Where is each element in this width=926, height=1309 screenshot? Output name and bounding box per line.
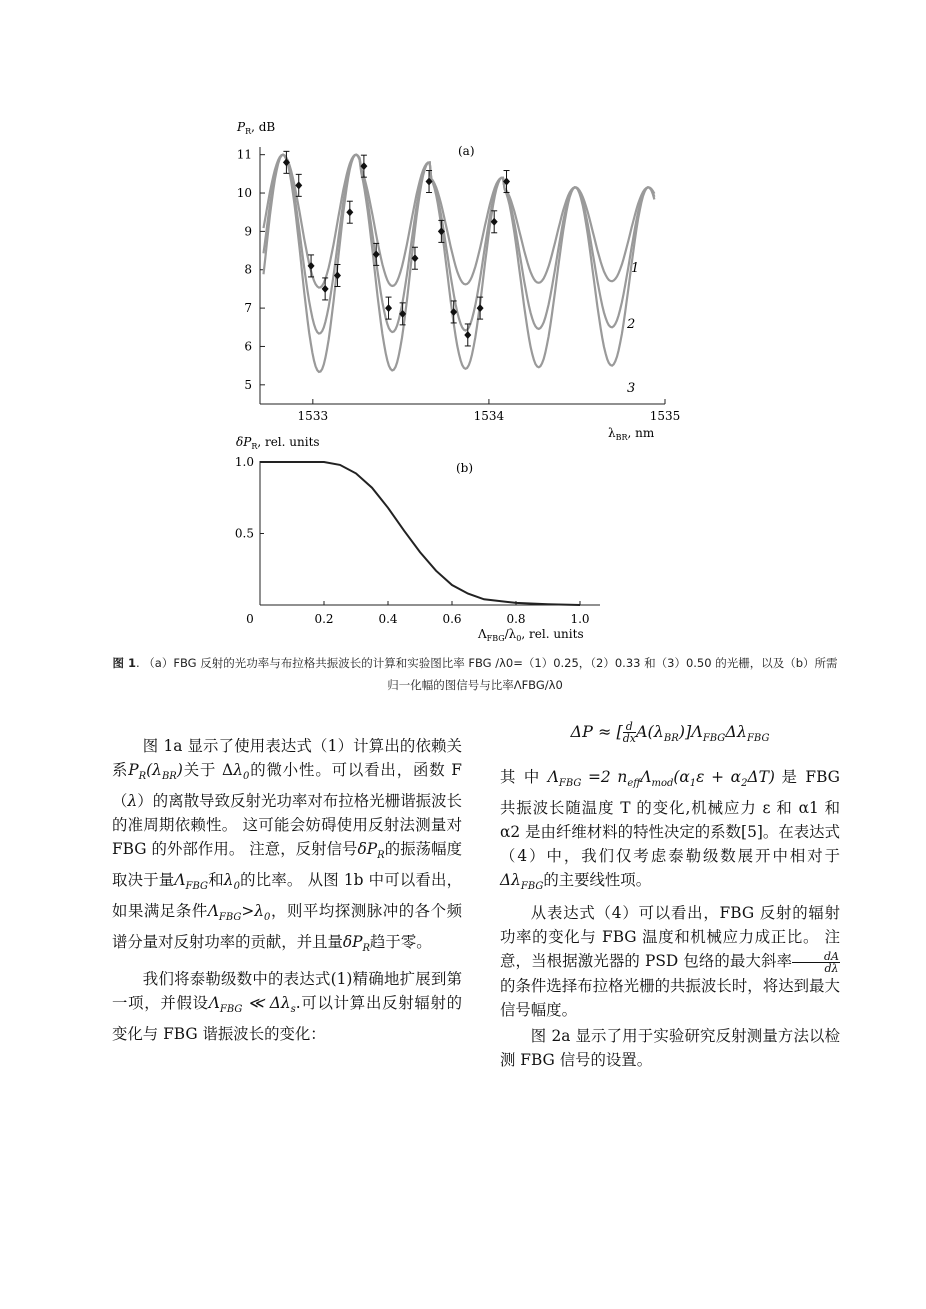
xlabel-a: $\lambda_{BR}$, nm [608,426,655,442]
y-tick-label-b: 0.5 [234,526,254,541]
x-tick-label-b: 0.2 [314,612,334,626]
x-tick-label-a: 1533 [297,409,329,423]
points-a [283,151,510,346]
ylabel-a: $P_R$, dB [237,120,276,136]
x-tick-label-b: 0 [246,612,254,626]
data-point [346,201,353,223]
y-tick-label-a: 9 [244,224,252,239]
y-tick-label-a: 5 [244,377,252,392]
left-paragraph-2: 我们将泰勒级数中的表达式(1)精确地扩展到第一项，并假设$\Lambda_{FBG}$ ≪ $\Delta\lambda_s$.可以计算出反射辐射的变化与 FBG 谐振波长的变化： [112,970,462,1044]
x-tick-label-b: 0.6 [442,612,462,626]
curves-a [264,155,655,372]
panel-label-b: (b) [456,461,474,475]
left-column [112,734,462,1046]
y-tick-label-a: 6 [244,339,252,354]
figure-1 [0,0,926,650]
y-tick-label-b: 1.0 [234,455,254,469]
caption-text: . （a）FBG 反射的光功率与布拉格共振波长的计算和实验图比率 FBG /λ0=（1）0.25，（2）0.33 和（3）0.50 的光栅，以及（b）所需归一化幅的图信号与比率ΛFBG/λ0 [136,656,838,692]
ylabel-b: $\delta P_R$, rel. units [236,435,320,451]
right-paragraph-2: 从表达式（4）可以看出，FBG 反射的辐射功率的变化与 FBG 温度和机械应力成正比。 注意，当根据激光器的 PSD 包络的最大斜率 $\frac{dA}{d\lambda}$ 的条件选择布拉格光栅的共振波长时，将达到最大信号幅度。 [500,904,840,1019]
right-column [500,720,840,1072]
figure-caption [110,652,840,696]
curve-label-1: 1 [631,261,640,276]
theory-curve-3 [264,155,655,372]
right-paragraph-3: 图 2a 显示了用于实验研究反射测量方法以检测 FBG 信号的设置。 [500,1026,840,1069]
panel-label-a: (a) [458,144,475,158]
xlabel-b: $\Lambda_{FBG}/\lambda_0$, rel. units [478,627,584,643]
right-paragraph-1: 其 中 $\Lambda_{FBG} =2$ $n_{eff}\Lambda_{mod}(\alpha_1\varepsilon + \alpha_2\Delta T)$ 是 FBG 共振波长随温度 T 的变化,机械应力 ε 和 α1 和 α2 是由纤维材料的特性决定的系数[5]。在表达式（4）中，我们仅考虑泰勒级数展开中相对于$\Delta\lambda_{FBG}$的主要线性项。 [500,768,840,893]
left-paragraph-1: 图 1a 显示了使用表达式（1）计算出的依赖关系$P_R(\lambda_{BR})$关于 $\Delta\lambda_0$的微小性。可以看出，函数 F（λ）的离散导致反射光功率对布拉格光栅谐振波长的准周期依赖性。 这可能会妨碍使用反射法测量对 FBG 的外部作用。 注意，反射信号$\delta P_R$的振荡幅度取决于量$\Lambda_{FBG}$和$\lambda_0$的比率。 从图 1b 中可以看出，如果满足条件$\Lambda_{FBG}>\lambda_0$，则平均探测脉冲的各个频谱分量对反射功率的贡献，并且量$\delta P_R$趋于零。 [112,737,462,955]
curve-label-2: 2 [627,317,636,332]
data-point [322,278,329,300]
x-tick-label-a: 1535 [649,409,681,423]
curve-b-normalized-amplitude [260,462,580,605]
y-tick-label-a: 8 [244,262,252,277]
x-tick-label-b: 0.8 [506,612,526,626]
y-tick-label-a: 7 [244,301,252,316]
y-tick-label-a: 11 [236,147,252,162]
x-tick-label-b: 0.4 [378,612,398,626]
x-tick-label-b: 1.0 [570,612,590,626]
x-tick-label-a: 1534 [473,409,505,423]
panel-a [236,120,680,442]
y-tick-label-a: 10 [236,186,252,201]
caption-label: 图 1 [112,656,136,670]
formula-4: ΔP ≈ [ $\frac{d}{dx}$ $A(\lambda_{BR})]\Lambda_{FBG}\Delta\lambda_{FBG}$ [570,720,770,745]
panel-b [235,435,600,643]
curve-label-3: 3 [627,381,636,396]
data-point [464,324,471,346]
